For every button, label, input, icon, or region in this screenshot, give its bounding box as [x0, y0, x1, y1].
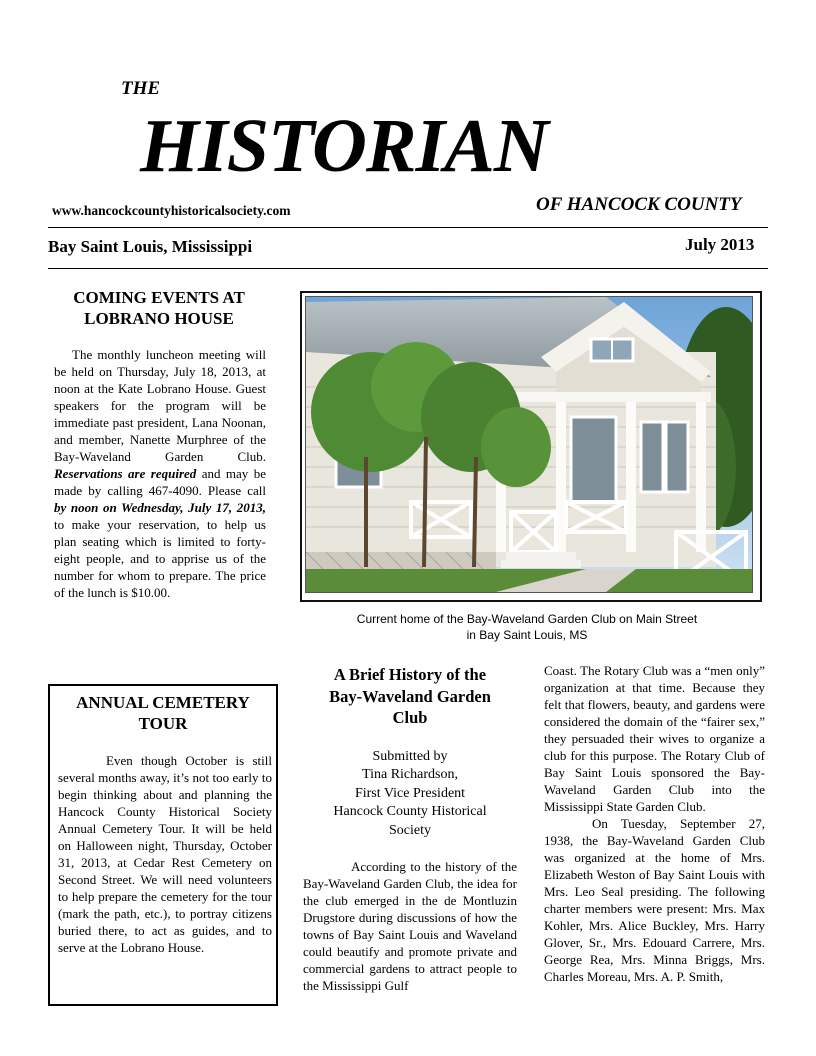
photo-caption-line2: in Bay Saint Louis, MS: [466, 628, 588, 642]
garden-club-article: [303, 664, 517, 994]
website-link[interactable]: www.hancockcountyhistoricalsociety.com: [52, 203, 291, 218]
coming-events-heading-line2: LOBRANO HOUSE: [84, 309, 234, 328]
garden-club-heading-line3: Club: [392, 708, 428, 727]
coming-events-text-3: to make your reservation, to help us plan seating which is limited to forty-eight people, and to apprise us of the number for whom to prepare. The price of the lunch is $10.00.: [54, 517, 266, 600]
byline-line: Hancock County Historical: [333, 804, 487, 819]
garden-club-byline: [303, 748, 517, 841]
garden-club-col1-text: According to the history of the Bay-Waveland Garden Club, the idea for the club emerged in the de Montluzin Drugstore during discussions of how the towns of Bay Saint Louis and Waveland could beautify and promote private and commercial gardens to attract people to the Mississippi Gulf: [303, 859, 517, 993]
masthead-title: HISTORIAN: [140, 104, 548, 188]
cemetery-tour-body: Even though October is still several months away, it’s not too early to begin thinking about and planning the Hancock County Historical Society Annual Cemetery Tour. It will be held on Halloween night, Thursday, October 31, 2013, at Cedar Rest Cemetery on Second Street. We will need volunteers to help prepare the cemetery for the tour (mark the path, etc.), to portray citizens buried there, to act as guides, and to serve at the Lobrano House.: [58, 753, 272, 955]
reservations-note: Reservations are required: [54, 466, 197, 481]
garden-club-col2-p2: On Tuesday, September 27, 1938, the Bay-Waveland Garden Club was organized at the home of Mrs. Elizabeth Weston of Bay Saint Louis with Mrs. Leo Seal presiding. The following charter members were present: Mrs. Max Kohler, Mrs. Alice Buckley, Mrs. Harry Glover, Sr., Mrs. Edouard Carrere, Mrs. George Rea, Mrs. Minna Briggs, Mrs. Charles Moreau, Mrs. A. P. Smith,: [544, 816, 765, 984]
house-photo-frame: [300, 291, 762, 602]
byline-line: Submitted by: [372, 748, 448, 764]
masthead-subtitle: OF HANCOCK COUNTY: [536, 194, 742, 215]
garden-club-heading: [303, 664, 517, 729]
coming-events-heading-line1: COMING EVENTS AT: [73, 288, 245, 307]
header-divider: [48, 268, 768, 269]
byline-line: Tina Richardson,: [362, 767, 458, 782]
issue-date: July 2013: [685, 235, 755, 254]
byline-line: Society: [389, 822, 431, 838]
garden-club-heading-line2: Bay-Waveland Garden: [329, 686, 491, 706]
byline-line: First Vice President: [354, 785, 466, 801]
photo-caption-line1: Current home of the Bay-Waveland Garden Club on Main Street: [356, 612, 698, 626]
top-divider: [48, 227, 768, 228]
masthead-the: THE: [121, 78, 161, 99]
coming-events-text-2: and may be made by calling 467-4090. Please call: [54, 466, 266, 498]
coming-events-body: [54, 346, 266, 601]
coming-events-article: [48, 287, 270, 601]
coming-events-heading: [48, 287, 270, 329]
location-line: Bay Saint Louis, Mississippi: [48, 237, 253, 256]
garden-club-column-2: [544, 662, 765, 985]
garden-club-col2-p1: Coast. The Rotary Club was a “men only” organization at that time. Because they felt that flowers, beauty, and gardens were considered the domain of the “fairer sex,” they persuaded their wives to organize a club for this purpose. The Rotary Club of Bay Saint Louis sponsored the Bay-Waveland Garden Club into the Mississippi State Garden Club.: [544, 663, 765, 814]
cemetery-tour-box: [48, 684, 278, 1006]
cemetery-tour-heading: [50, 692, 276, 734]
coming-events-text-1: The monthly luncheon meeting will be held on Thursday, July 18, 2013, at noon at the Kate Lobrano House. Guest speakers for the program will be immediate past president, Lana Noonan, and member, Nanette Murphree of the Bay-Waveland Garden Club.: [54, 347, 266, 464]
garden-club-heading-line1: A Brief History of the: [333, 665, 487, 684]
reservation-deadline: by noon on Wednesday, July 17, 2013,: [54, 500, 266, 515]
cemetery-tour-heading-line2: TOUR: [138, 714, 188, 733]
cemetery-tour-heading-line1: ANNUAL CEMETERY: [76, 693, 250, 712]
photo-caption: [300, 611, 754, 643]
house-photo: [305, 296, 753, 593]
